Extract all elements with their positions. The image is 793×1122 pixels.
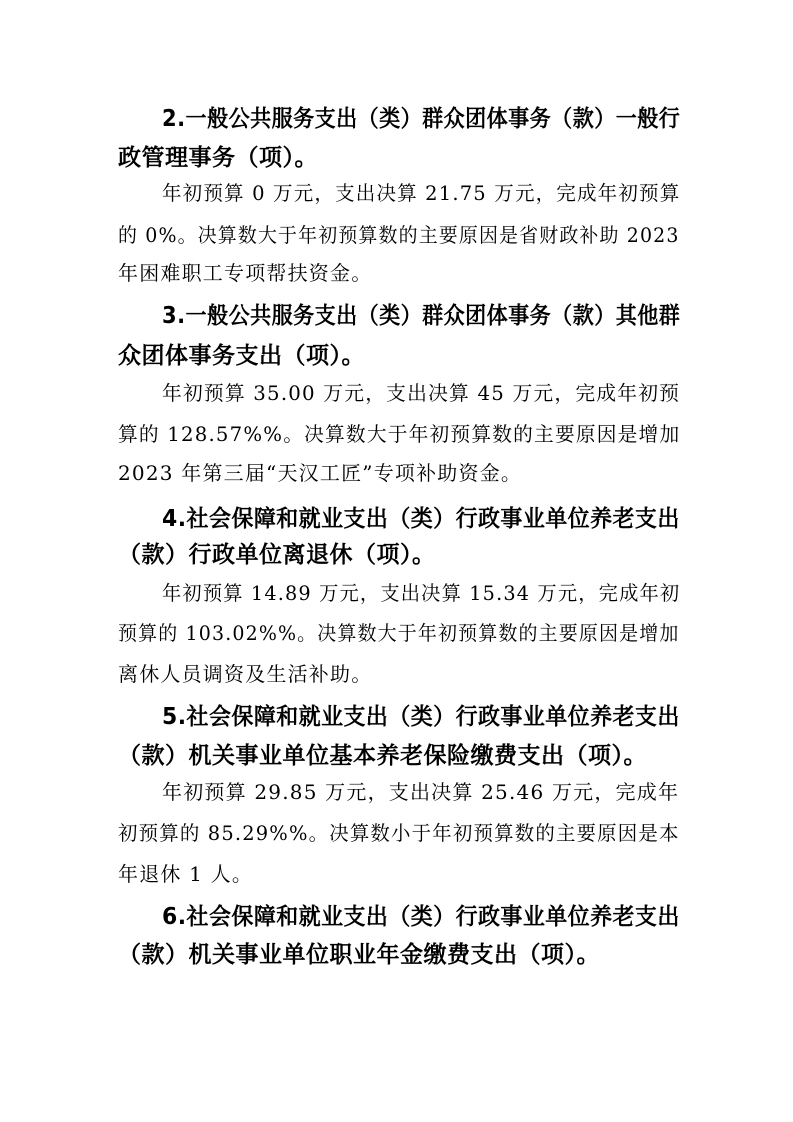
section-heading-line: 4.社会保障和就业支出（类）行政事业单位养老支出 (162, 506, 680, 532)
section-body-line: 年退休 1 人。 (118, 862, 254, 886)
section-heading-line: 众团体事务支出（项）。 (118, 343, 365, 369)
section-heading-line: （款）机关事业单位基本养老保险缴费支出（项）。 (118, 743, 647, 769)
section-body-line: 算的 128.57%%。决算数大于年初预算数的主要原因是增加 (118, 422, 681, 446)
section-body-line: 预算的 103.02%%。决算数大于年初预算数的主要原因是增加 (118, 621, 680, 645)
section-heading-line: 2.一般公共服务支出（类）群众团体事务（款）一般行 (162, 106, 681, 132)
section-body-line: 的 0%。决算数大于年初预算数的主要原因是省财政补助 2023 (118, 223, 680, 247)
section-body-line: 年初预算 35.00 万元，支出决算 45 万元，完成年初预 (162, 381, 681, 405)
section-body-line: 离休人员调资及生活补助。 (118, 662, 373, 686)
section-heading-line: 3.一般公共服务支出（类）群众团体事务（款）其他群 (162, 303, 681, 329)
section-body-line: 年初预算 14.89 万元，支出决算 15.34 万元，完成年初 (162, 581, 681, 605)
section-body-line: 2023 年第三届“天汉工匠”专项补助资金。 (118, 461, 523, 485)
section-body-line: 初预算的 85.29%%。决算数小于年初预算数的主要原因是本 (118, 821, 680, 845)
section-body-line: 年初预算 29.85 万元，支出决算 25.46 万元，完成年 (162, 780, 680, 804)
section-heading-line: 政管理事务（项）。 (118, 145, 318, 171)
section-heading-line: 6.社会保障和就业支出（类）行政事业单位养老支出 (162, 904, 680, 930)
section-body-line: 年初预算 0 万元，支出决算 21.75 万元，完成年初预算 (162, 181, 681, 205)
section-body-line: 年困难职工专项帮扶资金。 (118, 261, 373, 285)
section-heading-line: （款）行政单位离退休（项）。 (118, 542, 436, 568)
section-heading-line: （款）机关事业单位职业年金缴费支出（项）。 (118, 942, 600, 968)
section-heading-line: 5.社会保障和就业支出（类）行政事业单位养老支出 (162, 704, 680, 730)
